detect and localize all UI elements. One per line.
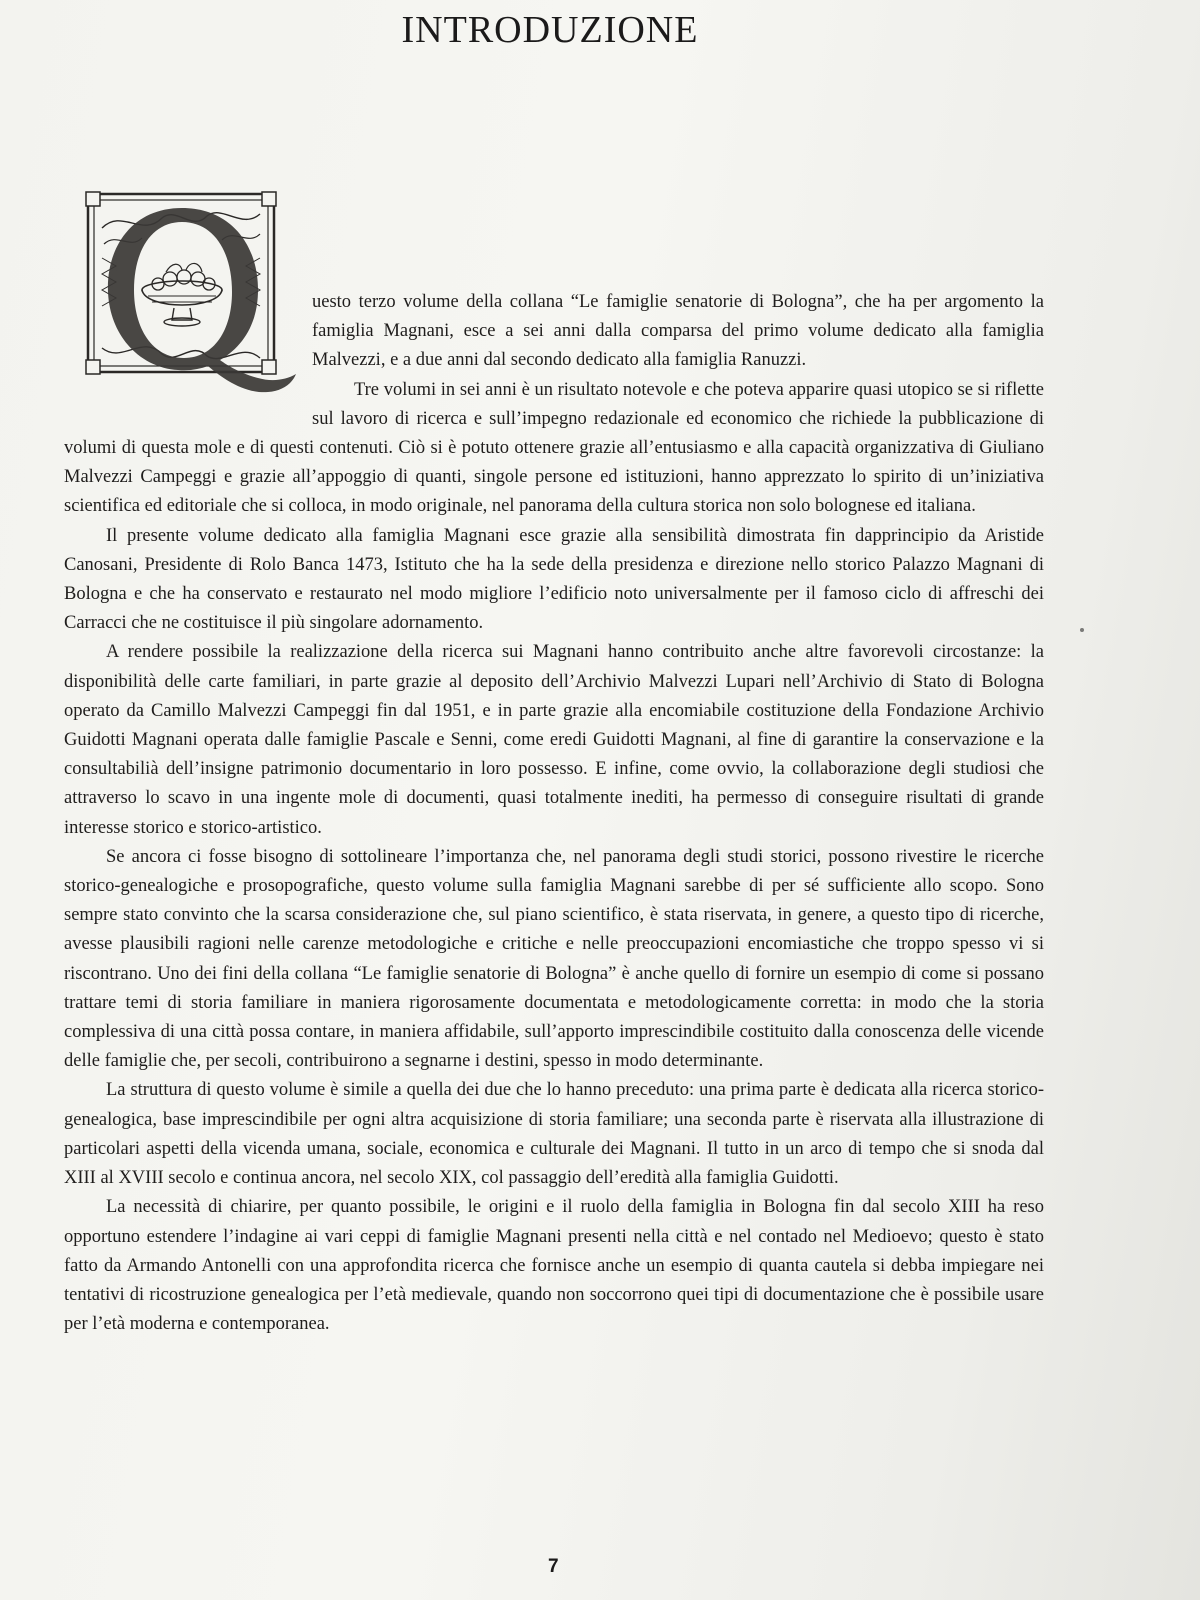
paper-speck — [1080, 628, 1084, 632]
body-text — [64, 188, 1044, 1339]
paragraph-1: uesto terzo volume della collana “Le famiglie senatorie di Bologna”, che ha per argomento la famiglia Magnani, esce a sei anni dalla comparsa del primo volume dedicato alla famiglia Malvezzi, e a due anni dal secondo dedicato alla famiglia Ranuzzi. — [312, 292, 1044, 371]
paragraph-5: Se ancora ci fosse bisogno di sottolineare l’importanza che, nel panorama degli studi storici, possono rivestire le ricerche storico-genealogiche e prosopografiche, questo volume sulla famiglia Magnani sarebbe di per sé sufficiente allo scopo. Sono sempre stato convinto che la scarsa considerazione che, sul piano scientifico, è stata riservata, in genere, a questo tipo di ricerche, avesse plausibili ragioni nelle carenze metodologiche e critiche e nelle preoccupazioni encomiastiche che troppo spesso vi si riscontrano. Uno dei fini della collana “Le famiglie senatorie di Bologna” è anche quello di fornire un esempio di come si possano trattare temi di storia familiare in maniera rigorosamente documentata e metodologicamente corretta: in modo che la storia complessiva di una città possa contare, in maniera affidabile, sull’apporto imprescindibile costituito dalla conoscenza delle vicende delle famiglie che, per secoli, contribuirono a segnarne i destini, spesso in modo determinante. — [64, 846, 1044, 1072]
paragraph-6: La struttura di questo volume è simile a quella dei due che lo hanno preceduto: una prima parte è dedicata alla ricerca storico-genealogica, base imprescindibile per ogni altra acquisizione di storia familiare; una seconda parte è riservata alla illustrazione di particolari aspetti della vicenda umana, sociale, economica e culturale dei Magnani. Il tutto in un arco di tempo che si snoda dal XIII al XVIII secolo e continua ancora, nel secolo XIX, col passaggio dell’eredità alla famiglia Guidotti. — [64, 1080, 1044, 1189]
page-number: 7 — [548, 1556, 559, 1577]
paragraph-7: La necessità di chiarire, per quanto possibile, le origini e il ruolo della famiglia in Bologna fin dal secolo XIII ha reso opportuno estendere l’indagine ai vari ceppi di famiglie Magnani presenti nella città e nel contado nel Medioevo; questo è stato fatto da Armando Antonelli con una approfondita ricerca che fornisce anche un esempio di quanta cautela si debba impiegare nei tentativi di ricostruzione genealogica per l’età medievale, quando non soccorrono quei tipi di documentazione che è possibile usare per l’età moderna e contemporanea. — [64, 1197, 1044, 1335]
paragraph-3: Il presente volume dedicato alla famiglia Magnani esce grazie alla sensibilità dimostrata fin dapprincipio da Aristide Canosani, Presidente di Rolo Banca 1473, Istituto che ha la sede della presidenza e direzione nello storico Palazzo Magnani di Bologna e che ha conservato e restaurato nel modo migliore l’edificio noto universalmente per il famoso ciclo di affreschi dei Carracci che ne costituisce il più singolare adornamento. — [64, 525, 1044, 634]
paragraph-2: Tre volumi in sei anni è un risultato notevole e che poteva apparire quasi utopico se si riflette sul lavoro di ricerca e sull’impegno redazionale ed economico che richiede la pubblicazione di volumi di questa mole e di questi contenuti. Ciò si è potuto ottenere grazie all’entusiasmo e alla capacità organizzativa di Giuliano Malvezzi Campeggi e grazie all’appoggio di quanti, singole persone ed istituzioni, hanno apprezzato lo spirito di un’iniziativa scientifica ed editoriale che si colloca, in modo originale, nel panorama della cultura storica non solo bolognese ed italiana. — [64, 379, 1044, 517]
page-title: INTRODUZIONE — [401, 9, 699, 51]
paragraph-4: A rendere possibile la realizzazione della ricerca sui Magnani hanno contribuito anche altre favorevoli circostanze: la disponibilità delle carte familiari, in parte grazie al deposito dell’Archivio Malvezzi Lupari nell’Archivio di Stato di Bologna operato da Camillo Malvezzi Campeggi fin dal 1951, e in parte grazie alla encomiabile costituzione della Fondazione Archivio Guidotti Magnani operata dalle famiglie Pascale e Senni, come eredi Guidotti Magnani, al fine di garantire la conservazione e la consultabilià dell’insigne patrimonio documentario in loro possesso. E infine, come ovvio, la collaborazione degli studiosi che attraverso lo scavo in una ingente mole di documenti, quasi totalmente inediti, ha permesso di conseguire risultati di grande interesse storico e storico-artistico. — [64, 642, 1044, 838]
ornate-initial-q-icon — [82, 188, 300, 406]
